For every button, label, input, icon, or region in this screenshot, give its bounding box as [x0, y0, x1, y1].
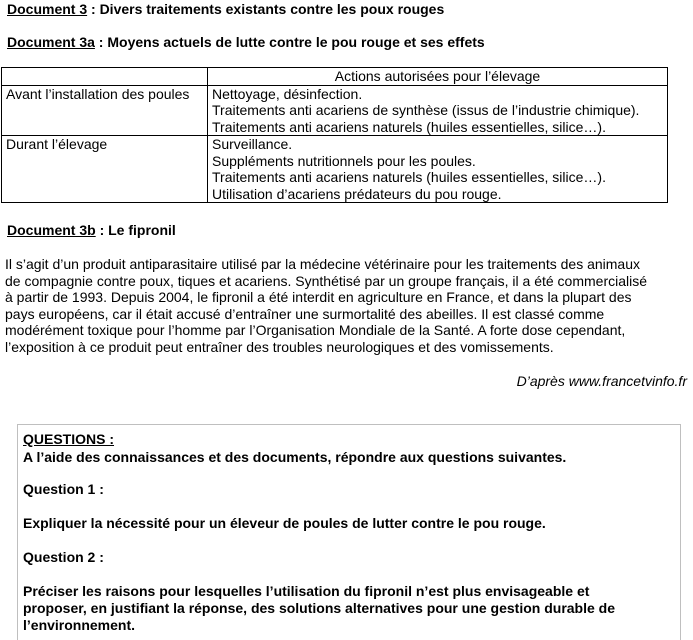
document-3a-heading	[7, 34, 485, 50]
paragraph-line: à partir de 1993. Depuis 2004, le fipronil a été interdit en agriculture en France, et dans la plupart des	[5, 289, 632, 305]
table-header-cell: Actions autorisées pour l’élevage	[208, 68, 668, 86]
document-3a-label: Document 3a	[7, 34, 95, 50]
paragraph-line: de compagnie contre poux, tiques et acariens. Synthétisé par un groupe français, il a été commercialisé	[5, 272, 648, 289]
questions-header: QUESTIONS :	[23, 431, 115, 447]
action-item: Surveillance.	[212, 136, 293, 152]
question-1-text: Expliquer la nécessité pour un éleveur de poules de lutter contre le pou rouge.	[23, 515, 546, 531]
question-2-line: Préciser les raisons pour lesquelles l’utilisation du fipronil n’est plus envisageable et	[23, 583, 590, 599]
question-2-line: l’environnement.	[23, 617, 136, 633]
table-row	[2, 85, 668, 136]
document-3b-label: Document 3b	[7, 222, 96, 238]
table-actions-cell	[208, 136, 668, 203]
action-item: Nettoyage, désinfection.	[212, 85, 363, 102]
document-3-title: : Divers traitements existants contre les poux rouges	[87, 1, 445, 17]
paragraph-line: modérément toxique pour l’homme par l’Organisation Mondiale de la Santé. A forte dose cependant,	[5, 322, 626, 338]
table-header-row	[2, 68, 668, 86]
action-item: Suppléments nutritionnels pour les poules.	[212, 152, 476, 169]
table-period-cell: Durant l’élevage	[2, 136, 208, 203]
actions-table	[1, 67, 668, 203]
table-header-empty-cell	[2, 68, 208, 86]
question-2-text	[23, 583, 615, 634]
paragraph-line: pays européens, car il était accusé d’entraîner une surmortalité des abeilles. Il est classé comme	[5, 305, 605, 322]
document-3-label: Document 3	[7, 1, 88, 17]
paragraph-line: Il s’agit d’un produit antiparasitaire utilisé par la médecine vétérinaire pour les traitements des animaux	[5, 256, 640, 272]
questions-intro: A l’aide des connaissances et des documents, répondre aux questions suivantes.	[23, 449, 567, 465]
paragraph-line: l’exposition à ce produit peut entraîner des troubles neurologiques et des vomissements.	[5, 338, 554, 355]
question-2-label: Question 2 :	[23, 549, 104, 565]
action-item: Utilisation d’acariens prédateurs du pou rouge.	[212, 185, 502, 202]
table-row	[2, 136, 668, 203]
action-item: Traitements anti acariens naturels (huiles essentielles, silice…).	[212, 118, 606, 135]
document-3a-title: : Moyens actuels de lutte contre le pou rouge et ses effets	[94, 34, 485, 50]
action-item: Traitements anti acariens de synthèse (issus de l’industrie chimique).	[212, 102, 640, 118]
table-period-cell: Avant l’installation des poules	[2, 85, 208, 136]
document-3b-heading	[7, 222, 176, 238]
document-3-heading	[7, 1, 444, 17]
source-citation: D’après www.francetvinfo.fr	[516, 373, 687, 389]
fipronil-paragraph	[5, 256, 690, 355]
action-item: Traitements anti acariens naturels (huiles essentielles, silice…).	[212, 169, 606, 185]
table-actions-cell	[208, 85, 668, 136]
question-2-line: proposer, en justifiant la réponse, des solutions alternatives pour une gestion durable de	[23, 600, 616, 616]
question-1-label: Question 1 :	[23, 481, 104, 497]
document-3b-title: : Le fipronil	[95, 222, 176, 238]
